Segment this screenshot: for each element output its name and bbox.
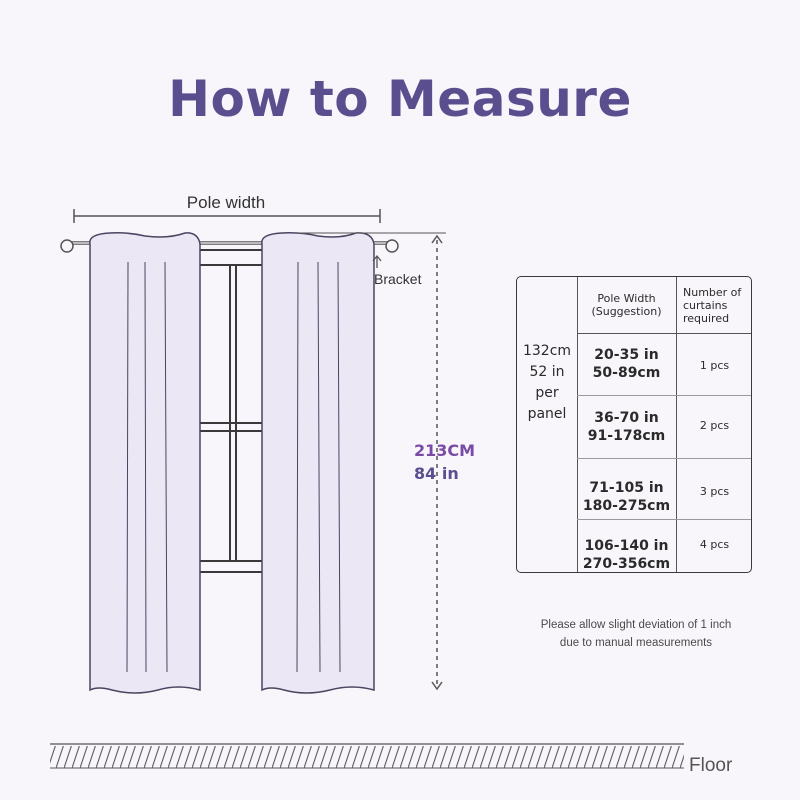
pole-width-label: Pole width xyxy=(186,193,266,212)
floor-label: Floor xyxy=(689,755,733,776)
table-row-range: 36-70 in 91-178cm xyxy=(587,409,666,444)
curtain-panel-left xyxy=(90,233,200,693)
page-title: How to Measure xyxy=(168,70,632,128)
table-row-pcs: 4 pcs xyxy=(699,538,730,551)
size-table xyxy=(516,276,752,573)
table-row-range: 20-35 in 50-89cm xyxy=(592,347,661,381)
deviation-note: Please allow slight deviation of 1 inch due to manual measurements xyxy=(540,619,732,649)
header-pole-width: Pole Width (Suggestion) xyxy=(591,292,662,318)
table-row-pcs: 1 pcs xyxy=(699,359,730,372)
window xyxy=(190,250,272,572)
bracket-label: Bracket xyxy=(374,271,422,287)
table-row-range: 106-140 in 270-356cm xyxy=(582,538,671,572)
table-row-range: 71-105 in 180-275cm xyxy=(582,480,671,514)
curtain-panel-right xyxy=(262,233,374,693)
height-cm-label: 213CM xyxy=(414,441,476,460)
panel-width-cell: 132cm 52 in per panel xyxy=(522,343,572,422)
table-row-pcs: 2 pcs xyxy=(699,419,730,432)
header-curtains-required: Number of curtains required xyxy=(683,285,742,325)
pole-finial-right xyxy=(386,240,398,252)
pole-finial-left xyxy=(61,240,73,252)
table-row-pcs: 3 pcs xyxy=(699,485,730,498)
height-in-label: 84 in xyxy=(414,464,459,483)
floor xyxy=(50,744,684,768)
